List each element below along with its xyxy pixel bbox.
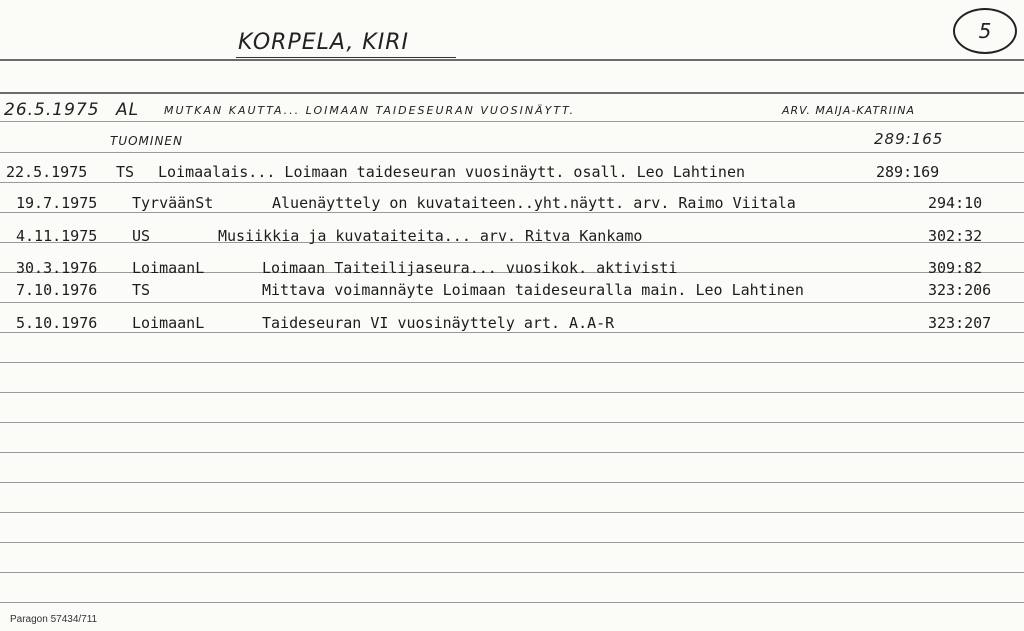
rule: [0, 602, 1024, 603]
entry-text: Loimaan Taiteilijaseura... vuosikok. aktivisti: [262, 259, 678, 277]
entry-text: Taideseuran VI vuosinäyttely art. A.A-R: [262, 314, 615, 332]
entry-ref: 323:207: [928, 314, 992, 332]
entry-text: Aluenäyttely on kuvataiteen..yht.näytt. arv. Raimo Viitala: [272, 194, 796, 212]
hand-entry-note: ARV. MAIJA-KATRIINA: [782, 104, 915, 117]
top-rule: [0, 92, 1024, 94]
rule: [0, 572, 1024, 573]
entry-date: 5.10.1976: [16, 314, 98, 332]
entry-text: Musiikkia ja kuvataiteita... arv. Ritva Kankamo: [218, 227, 643, 245]
entry-source: US: [132, 227, 151, 245]
entry-date: 30.3.1976: [16, 259, 98, 277]
rule: [0, 121, 1024, 122]
hand-entry-title: MUTKAN KAUTTA... LOIMAAN TAIDESEURAN VUOSINÄYTT.: [164, 104, 575, 117]
rule: [0, 422, 1024, 423]
header-rule: [0, 59, 1024, 61]
rule: [0, 512, 1024, 513]
entry-source: TS: [116, 163, 135, 181]
entry-ref: 302:32: [928, 227, 983, 245]
rule: [0, 332, 1024, 333]
entry-source: TyrväänSt: [132, 194, 214, 212]
rule: [0, 542, 1024, 543]
hand-entry-ref: 289:165: [874, 130, 944, 148]
name-underline: [236, 57, 456, 58]
hand-entry-note-cont: TUOMINEN: [110, 134, 183, 148]
rule: [0, 182, 1024, 183]
rule: [0, 482, 1024, 483]
entry-date: 19.7.1975: [16, 194, 98, 212]
card-footer: Paragon 57434/711: [10, 614, 98, 625]
entry-source: LoimaanL: [132, 314, 205, 332]
card-number: 5: [978, 19, 992, 43]
entry-ref: 309:82: [928, 259, 983, 277]
entry-date: 7.10.1976: [16, 281, 98, 299]
entry-source: LoimaanL: [132, 259, 205, 277]
entry-ref: 323:206: [928, 281, 992, 299]
rule: [0, 362, 1024, 363]
entry-date: 22.5.1975: [6, 163, 88, 181]
rule: [0, 212, 1024, 213]
rule: [0, 152, 1024, 153]
entry-text: Loimaalais... Loimaan taideseuran vuosinäytt. osall. Leo Lahtinen: [158, 163, 745, 181]
rule: [0, 392, 1024, 393]
hand-entry-source: AL: [116, 100, 140, 120]
entry-text: Mittava voimannäyte Loimaan taideseuralla main. Leo Lahtinen: [262, 281, 804, 299]
rule: [0, 452, 1024, 453]
hand-entry-date: 26.5.1975: [4, 100, 100, 120]
entry-source: TS: [132, 281, 151, 299]
entry-ref: 289:169: [876, 163, 940, 181]
entry-date: 4.11.1975: [16, 227, 98, 245]
card-number-circle: [953, 8, 1017, 54]
entry-ref: 294:10: [928, 194, 983, 212]
rule: [0, 302, 1024, 303]
card-name: KORPELA, KIRI: [238, 30, 409, 55]
